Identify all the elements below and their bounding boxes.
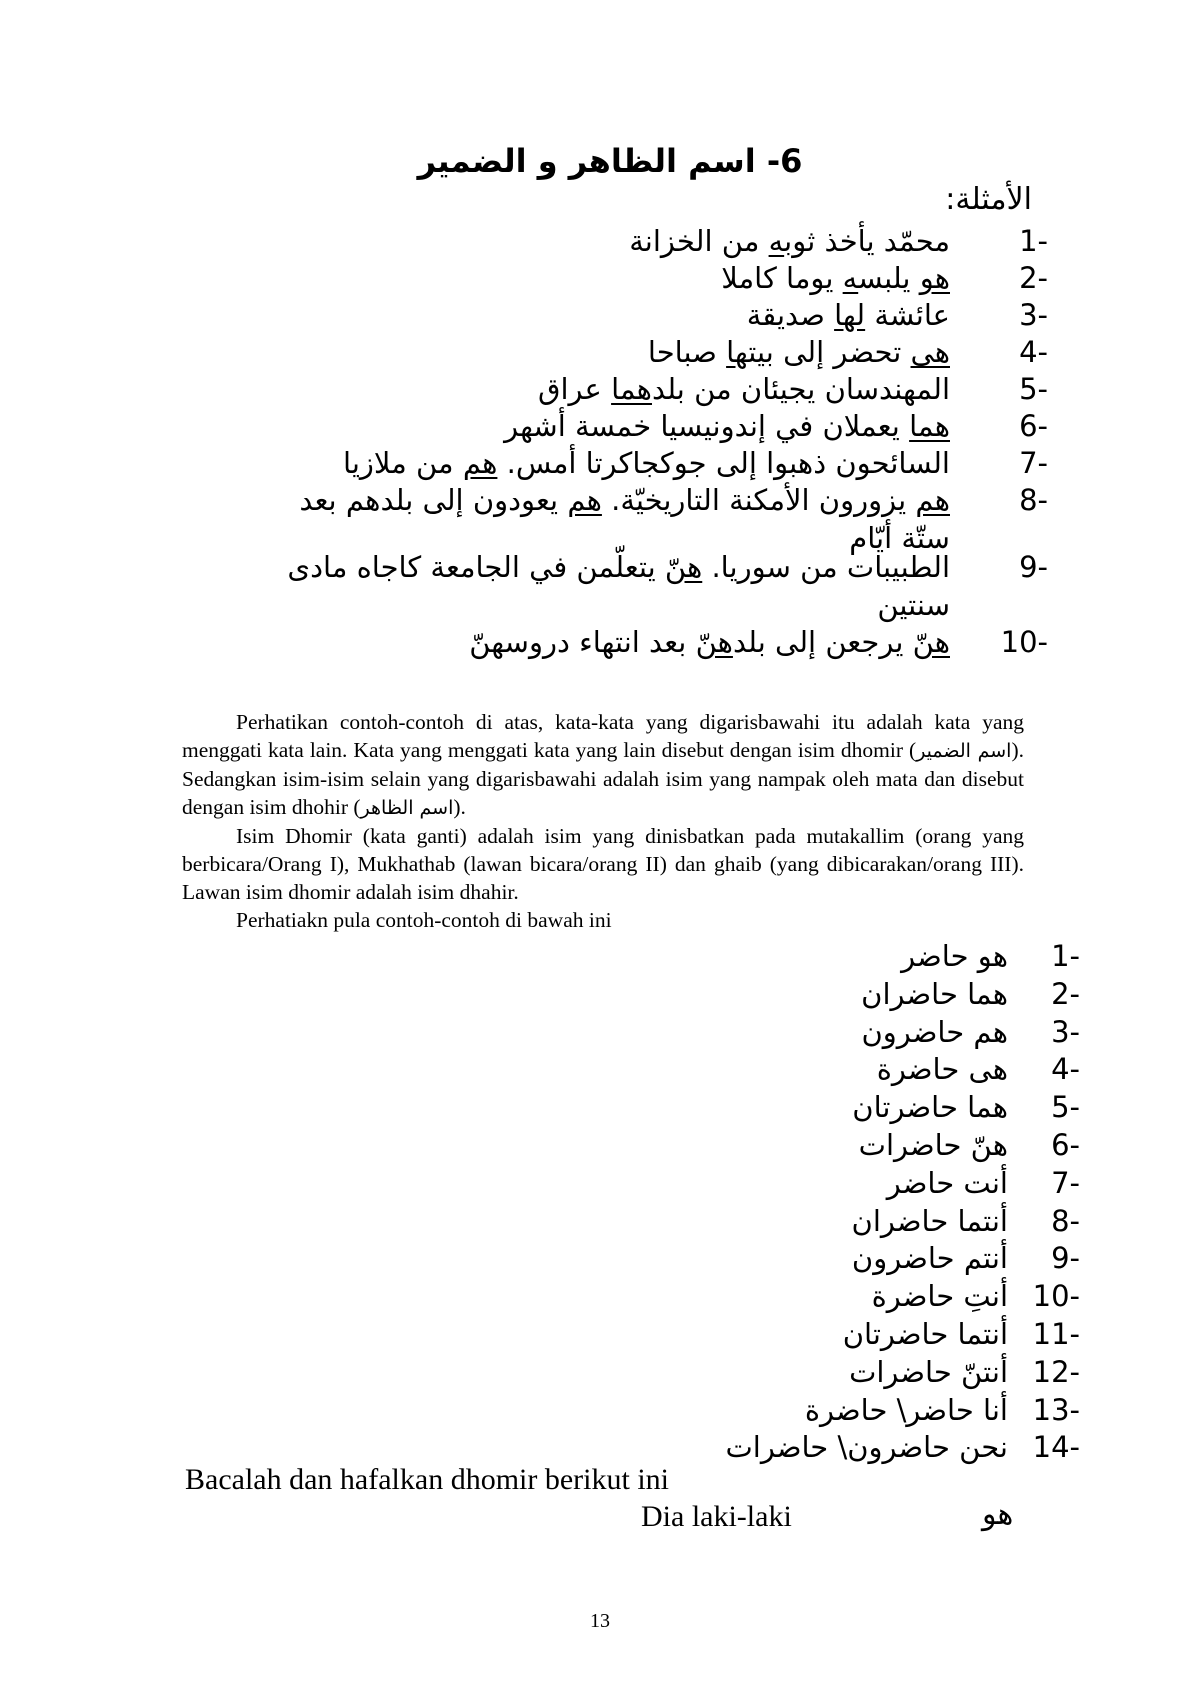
dhomir-item	[380, 1013, 1080, 1051]
example-sentence: هنّ يرجعن إلى بلدهنّ بعد انتهاء دروسهنّ	[469, 625, 950, 659]
example-number: 4-	[1019, 335, 1048, 369]
underlined-pronoun: هم	[915, 483, 950, 517]
dhomir-item	[380, 1315, 1080, 1353]
dhomir-number: 11-	[1032, 1317, 1080, 1351]
example-continuation: سنتين	[877, 588, 950, 622]
dhomir-phrase: هى حاضرة	[876, 1052, 1008, 1087]
dhomir-number: 3-	[1051, 1014, 1080, 1049]
dhomir-phrase: أنتما حاضرتان	[842, 1317, 1008, 1351]
dhomir-phrase: هو حاضر	[901, 939, 1008, 973]
example-sentence: هم يزورون الأمكنة التاريخيّة. هم يعودون إلى بلدهم بعد ستّة أيّام	[168, 481, 950, 557]
underlined-pronoun: هو	[919, 261, 950, 295]
example-item	[168, 259, 1048, 297]
example-number: 8-	[1019, 483, 1048, 517]
dhomir-number: 6-	[1051, 1128, 1080, 1162]
paragraph-2: Isim Dhomir (kata ganti) adalah isim yang dinisbatkan pada mutakallim (orang yang berbicara/Orang I), Mukhathab (lawan bicara/orang II) dan ghaib (yang dibicarakan/orang III). Lawan isim dhomir adalah isim dhahir.	[182, 824, 1024, 904]
dhomir-item	[380, 1202, 1080, 1240]
dhomir-phrase: هم حاضرون	[861, 1014, 1008, 1049]
example-sentence: المهندسان يجيئان من بلدهما عراق	[537, 372, 950, 406]
example-item	[168, 548, 1048, 624]
dhomir-number: 2-	[1051, 976, 1080, 1011]
example-item	[168, 370, 1048, 408]
example-number: 2-	[1019, 261, 1048, 295]
underlined-pronoun: هى	[910, 335, 950, 369]
dhomir-item	[380, 1239, 1080, 1277]
example-number: 1-	[1019, 224, 1048, 258]
paragraph-1: Perhatikan contoh-contoh di atas, kata-kata yang digarisbawahi itu adalah kata yang menggati kata lain. Kata yang menggati kata yang lain disebut dengan isim dhomir (اسم الضمير). Sedangkan isim-isim selain yang digarisbawahi adalah isim yang nampak oleh mata dan disebut dengan isim dhohir (اسم الظاهر).	[182, 710, 1024, 819]
underlined-pronoun: هنّ	[912, 625, 950, 659]
underlined-pronoun: هنّ	[664, 550, 703, 584]
example-number: 6-	[1019, 409, 1048, 443]
dhomir-phrase: أنتنّ حاضرات	[849, 1354, 1008, 1389]
examples-heading: الأمثلة:	[945, 182, 1032, 217]
dhomir-item	[380, 1088, 1080, 1126]
example-item	[168, 407, 1048, 445]
dhomir-item	[380, 1391, 1080, 1429]
example-item	[168, 444, 1048, 482]
explanation-text	[182, 708, 1024, 934]
example-sentence: عائشة لها صديقة	[746, 298, 950, 332]
arabic-inline-term: اسم الظاهر	[360, 797, 454, 819]
example-item	[168, 333, 1048, 371]
dhomir-phrase: هما حاضران	[861, 976, 1008, 1011]
dhomir-item	[380, 1164, 1080, 1202]
underlined-pronoun: هم	[567, 483, 602, 517]
paragraph-3: Perhatiakn pula contoh-contoh di bawah ini	[236, 908, 612, 932]
example-sentence: السائحون ذهبوا إلى جوكجاكرتا أمس. هم من ملازيا	[343, 446, 950, 480]
dhomir-number: 13-	[1032, 1392, 1080, 1427]
example-sentence: هى تحضر إلى بيتها صباحا	[647, 335, 950, 369]
pronoun-arabic: هو	[982, 1497, 1014, 1532]
underlined-pronoun: هما	[611, 372, 652, 406]
dhomir-number: 9-	[1051, 1241, 1080, 1276]
dhomir-phrase: نحن حاضرون\ حاضرات	[725, 1430, 1008, 1465]
dhomir-item	[380, 975, 1080, 1013]
dhomir-phrase: أنتم حاضرون	[851, 1241, 1008, 1276]
dhomir-phrase: هما حاضرتان	[852, 1090, 1008, 1125]
dhomir-number: 8-	[1051, 1203, 1080, 1238]
dhomir-phrase: أنت حاضر	[886, 1165, 1008, 1200]
underlined-pronoun: ه	[842, 261, 859, 295]
dhomir-phrase: هنّ حاضرات	[858, 1128, 1008, 1162]
example-number: 9-	[1019, 550, 1048, 584]
page-title: 6- اسم الظاهر و الضمير	[417, 142, 803, 180]
example-sentence: الطبيبات من سوريا. هنّ يتعلّمن في الجامعة كاجاه مادى سنتين	[168, 548, 950, 624]
dhomir-phrase: أنا حاضر\ حاضرة	[804, 1392, 1008, 1427]
dhomir-number: 4-	[1051, 1052, 1080, 1087]
dhomir-number: 10-	[1032, 1279, 1080, 1314]
dhomir-item	[380, 1126, 1080, 1164]
dhomir-number: 5-	[1051, 1090, 1080, 1125]
dhomir-item	[380, 1050, 1080, 1088]
example-item	[168, 481, 1048, 557]
underlined-pronoun: لها	[834, 298, 866, 332]
example-sentence: هو يلبسه يوما كاملا	[721, 261, 950, 295]
dhomir-item	[380, 1353, 1080, 1391]
underlined-pronoun: ها	[726, 335, 749, 369]
dhomir-number: 12-	[1032, 1354, 1080, 1389]
dhomir-number: 7-	[1051, 1165, 1080, 1200]
dhomir-number: 14-	[1032, 1430, 1080, 1465]
dhomir-phrase: أنتِ حاضرة	[871, 1279, 1008, 1314]
dhomir-number: 1-	[1051, 939, 1080, 973]
dhomir-phrase: أنتما حاضران	[851, 1203, 1008, 1238]
underlined-pronoun: هما	[909, 409, 950, 443]
underlined-pronoun: هنّ	[695, 625, 733, 659]
example-sentence: هما يعملان في إندونيسيا خمسة أشهر	[504, 409, 950, 443]
example-continuation: ستّة أيّام	[849, 521, 950, 555]
example-item	[168, 222, 1048, 260]
example-number: 5-	[1019, 372, 1048, 406]
arabic-inline-term: اسم الضمير	[916, 740, 1012, 762]
dhomir-item	[380, 1428, 1080, 1466]
instruction-text: Bacalah dan hafalkan dhomir berikut ini	[185, 1463, 669, 1496]
dhomir-item	[380, 1277, 1080, 1315]
pronoun-meaning: Dia laki-laki	[641, 1500, 792, 1533]
example-number: 7-	[1019, 446, 1048, 480]
example-item	[168, 623, 1048, 661]
example-sentence: محمّد يأخذ ثوبه من الخزانة	[629, 224, 950, 258]
underlined-pronoun: ه	[768, 224, 785, 258]
page-number: 13	[590, 1610, 610, 1632]
dhomir-item	[380, 937, 1080, 975]
example-item	[168, 296, 1048, 334]
example-number: 10-	[1000, 625, 1048, 659]
underlined-pronoun: هم	[462, 446, 498, 480]
example-number: 3-	[1019, 298, 1048, 332]
